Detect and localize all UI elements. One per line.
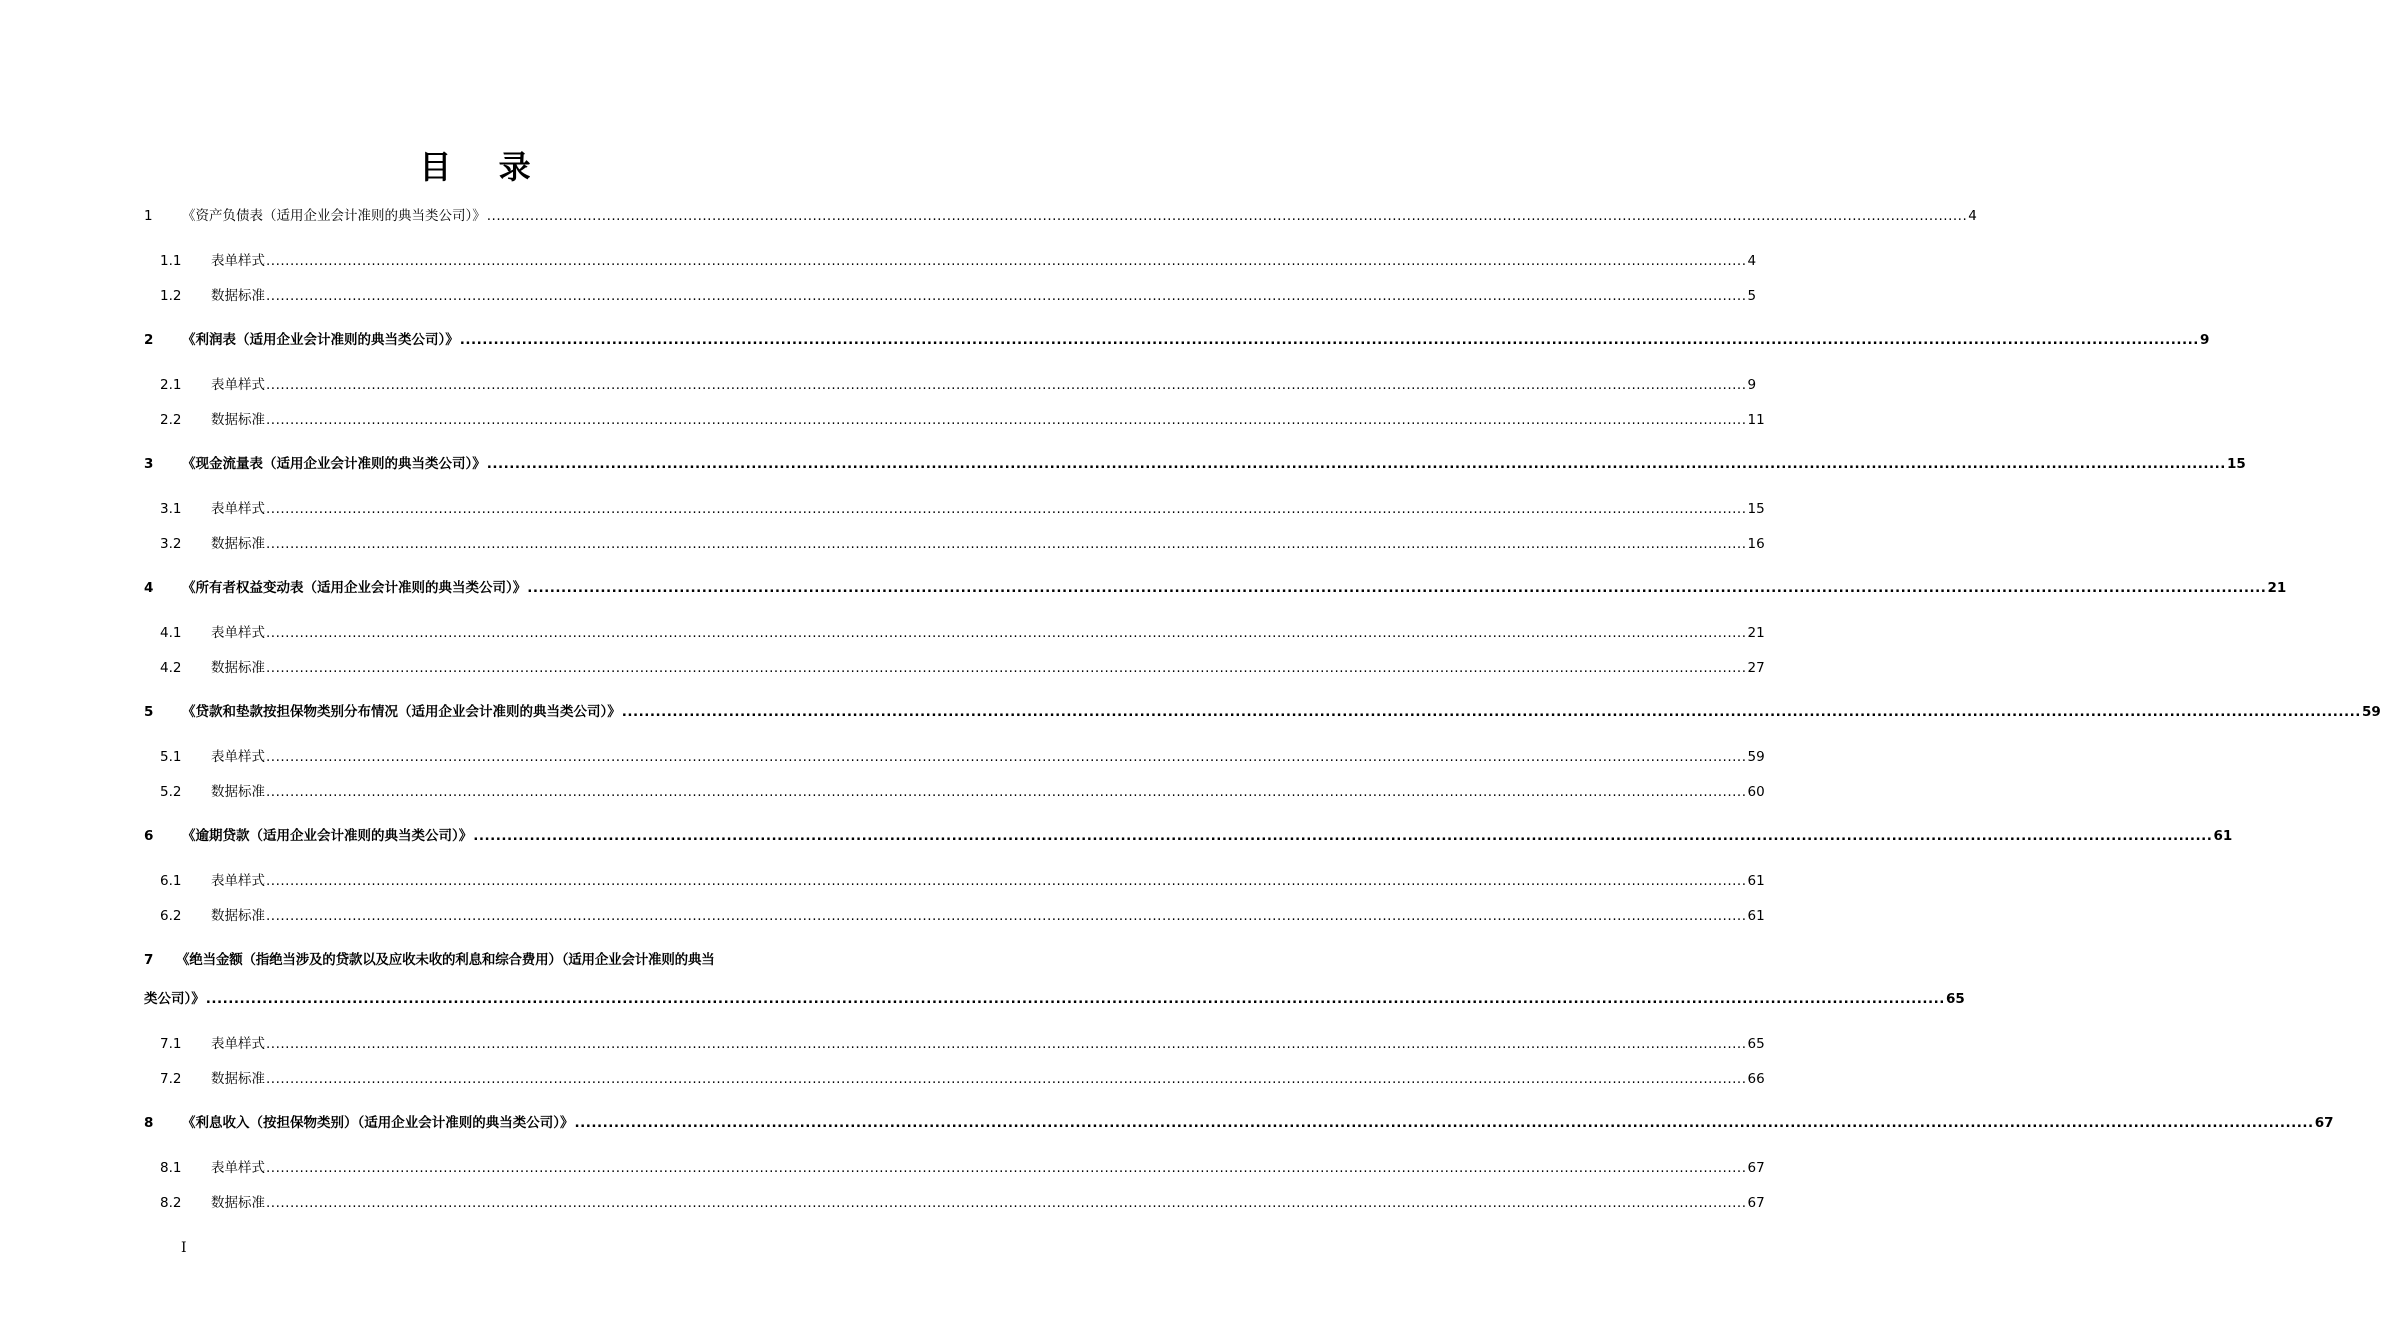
toc-number: 7.1 bbox=[160, 1036, 182, 1052]
toc-entry-1[interactable] bbox=[144, 206, 1977, 226]
dot-leader bbox=[460, 330, 2199, 350]
dot-leader bbox=[266, 1034, 1747, 1054]
dot-leader bbox=[266, 782, 1747, 802]
toc-entry-4-1[interactable] bbox=[160, 623, 1765, 643]
toc-page-number: 4 bbox=[1968, 208, 1977, 224]
toc-title: 表单样式 bbox=[211, 253, 265, 269]
toc-page-number: 15 bbox=[2226, 456, 2246, 472]
dot-leader bbox=[622, 702, 2361, 722]
toc-page-number: 61 bbox=[1747, 908, 1765, 924]
toc-page-number: 61 bbox=[1747, 873, 1765, 889]
toc-title: 数据标准 bbox=[211, 536, 265, 552]
toc-title: 数据标准 bbox=[211, 660, 265, 676]
toc-title: 表单样式 bbox=[211, 377, 265, 393]
dot-leader bbox=[266, 1158, 1747, 1178]
toc-title: 数据标准 bbox=[211, 288, 265, 304]
toc-number: 4.2 bbox=[160, 660, 182, 676]
dot-leader bbox=[266, 251, 1747, 271]
toc-title: 《逾期贷款（适用企业会计准则的典当类公司）》 bbox=[182, 828, 473, 844]
dot-leader bbox=[206, 989, 1945, 1009]
toc-number: 7.2 bbox=[160, 1071, 182, 1087]
toc-entry-6[interactable] bbox=[144, 826, 2233, 846]
toc-entry-8[interactable] bbox=[144, 1113, 2334, 1133]
toc-number: 4.1 bbox=[160, 625, 182, 641]
toc-title: 数据标准 bbox=[211, 412, 265, 428]
toc-entry-4[interactable] bbox=[144, 578, 2287, 598]
toc-entry-1-1[interactable] bbox=[160, 251, 1757, 271]
toc-title: 《利息收入（按担保物类别）（适用企业会计准则的典当类公司）》 bbox=[182, 1115, 574, 1131]
toc-number: 1.2 bbox=[160, 288, 182, 304]
dot-leader bbox=[266, 871, 1747, 891]
footer-page-number: I bbox=[181, 1240, 187, 1256]
toc-page-number: 11 bbox=[1747, 412, 1765, 428]
toc-entry-7-continued[interactable] bbox=[144, 989, 1965, 1009]
toc-entry-5-1[interactable] bbox=[160, 747, 1765, 767]
toc-title: 《所有者权益变动表（适用企业会计准则的典当类公司）》 bbox=[182, 580, 527, 596]
toc-title: 《资产负债表（适用企业会计准则的典当类公司）》 bbox=[182, 208, 486, 224]
toc-entry-7-2[interactable] bbox=[160, 1069, 1765, 1089]
toc-number: 4 bbox=[144, 580, 154, 596]
toc-number: 8.2 bbox=[160, 1195, 182, 1211]
dot-leader bbox=[266, 286, 1747, 306]
toc-title: 表单样式 bbox=[211, 501, 265, 517]
dot-leader bbox=[266, 747, 1747, 767]
toc-number: 6 bbox=[144, 828, 154, 844]
toc-title: 《现金流量表（适用企业会计准则的典当类公司）》 bbox=[182, 456, 486, 472]
toc-title: 表单样式 bbox=[211, 1160, 265, 1176]
toc-title: 表单样式 bbox=[211, 1036, 265, 1052]
toc-page-number: 21 bbox=[1747, 625, 1765, 641]
toc-page-number: 67 bbox=[1747, 1160, 1765, 1176]
toc-entry-5[interactable] bbox=[144, 702, 2381, 722]
toc-entry-8-1[interactable] bbox=[160, 1158, 1765, 1178]
toc-entry-1-2[interactable] bbox=[160, 286, 1757, 306]
toc-number: 3.2 bbox=[160, 536, 182, 552]
toc-number: 2.2 bbox=[160, 412, 182, 428]
toc-number: 5.2 bbox=[160, 784, 182, 800]
toc-title: 表单样式 bbox=[211, 749, 265, 765]
toc-page-number: 60 bbox=[1747, 784, 1765, 800]
toc-title: 数据标准 bbox=[211, 784, 265, 800]
toc-page-number: 4 bbox=[1747, 253, 1757, 269]
toc-page-number: 66 bbox=[1747, 1071, 1765, 1087]
toc-entry-4-2[interactable] bbox=[160, 658, 1765, 678]
toc-number: 1.1 bbox=[160, 253, 182, 269]
toc-number: 2 bbox=[144, 332, 154, 348]
toc-number: 8 bbox=[144, 1115, 154, 1131]
toc-title: 数据标准 bbox=[211, 1195, 265, 1211]
toc-number: 7 bbox=[144, 952, 154, 968]
toc-page-number: 65 bbox=[1747, 1036, 1765, 1052]
toc-page-number: 67 bbox=[2314, 1115, 2334, 1131]
toc-title: 《绝当金额（指绝当涉及的贷款以及应收未收的利息和综合费用）（适用企业会计准则的典当 bbox=[176, 952, 715, 968]
dot-leader bbox=[266, 499, 1747, 519]
toc-entry-7[interactable] bbox=[144, 950, 806, 970]
toc-page-number: 65 bbox=[1945, 991, 1965, 1007]
dot-leader bbox=[527, 578, 2266, 598]
toc-page-number: 27 bbox=[1747, 660, 1765, 676]
toc-entry-3[interactable] bbox=[144, 454, 2246, 474]
toc-page-number: 9 bbox=[2199, 332, 2210, 348]
toc-entry-7-1[interactable] bbox=[160, 1034, 1765, 1054]
toc-entry-6-2[interactable] bbox=[160, 906, 1765, 926]
toc-entry-8-2[interactable] bbox=[160, 1193, 1765, 1213]
dot-leader bbox=[266, 1193, 1747, 1213]
toc-page-number: 67 bbox=[1747, 1195, 1765, 1211]
page-title: 目 录 bbox=[419, 148, 549, 186]
toc-number: 6.2 bbox=[160, 908, 182, 924]
toc-number: 1 bbox=[144, 208, 153, 224]
dot-leader bbox=[487, 454, 2226, 474]
toc-page-number: 59 bbox=[2361, 704, 2381, 720]
toc-number: 3.1 bbox=[160, 501, 182, 517]
toc-number: 2.1 bbox=[160, 377, 182, 393]
toc-number: 5.1 bbox=[160, 749, 182, 765]
toc-title: 《利润表（适用企业会计准则的典当类公司）》 bbox=[182, 332, 459, 348]
toc-page-number: 16 bbox=[1747, 536, 1765, 552]
toc-page-number: 5 bbox=[1747, 288, 1757, 304]
toc-title: 数据标准 bbox=[211, 908, 265, 924]
dot-leader bbox=[266, 375, 1747, 395]
toc-title: 数据标准 bbox=[211, 1071, 265, 1087]
dot-leader bbox=[266, 906, 1747, 926]
toc-number: 8.1 bbox=[160, 1160, 182, 1176]
toc-entry-2[interactable] bbox=[144, 330, 2210, 350]
dot-leader bbox=[266, 623, 1747, 643]
toc-page-number: 15 bbox=[1747, 501, 1765, 517]
dot-leader bbox=[266, 534, 1747, 554]
toc-number: 3 bbox=[144, 456, 154, 472]
dot-leader bbox=[473, 826, 2212, 846]
toc-entry-2-1[interactable] bbox=[160, 375, 1757, 395]
dot-leader bbox=[487, 206, 1968, 226]
toc-title-continued: 类公司）》 bbox=[144, 991, 205, 1007]
dot-leader bbox=[266, 410, 1747, 430]
toc-number: 5 bbox=[144, 704, 154, 720]
toc-title: 表单样式 bbox=[211, 873, 265, 889]
dot-leader bbox=[575, 1113, 2314, 1133]
toc-title: 表单样式 bbox=[211, 625, 265, 641]
toc-title: 《贷款和垫款按担保物类别分布情况（适用企业会计准则的典当类公司）》 bbox=[182, 704, 621, 720]
dot-leader bbox=[266, 658, 1747, 678]
toc-entry-5-2[interactable] bbox=[160, 782, 1765, 802]
toc-page-number: 9 bbox=[1747, 377, 1757, 393]
toc-number: 6.1 bbox=[160, 873, 182, 889]
toc-entry-6-1[interactable] bbox=[160, 871, 1765, 891]
toc-page-number: 59 bbox=[1747, 749, 1765, 765]
dot-leader bbox=[266, 1069, 1747, 1089]
toc-entry-2-2[interactable] bbox=[160, 410, 1765, 430]
toc-page-number: 21 bbox=[2267, 580, 2287, 596]
toc-page-number: 61 bbox=[2213, 828, 2233, 844]
toc-entry-3-2[interactable] bbox=[160, 534, 1765, 554]
toc-entry-3-1[interactable] bbox=[160, 499, 1765, 519]
